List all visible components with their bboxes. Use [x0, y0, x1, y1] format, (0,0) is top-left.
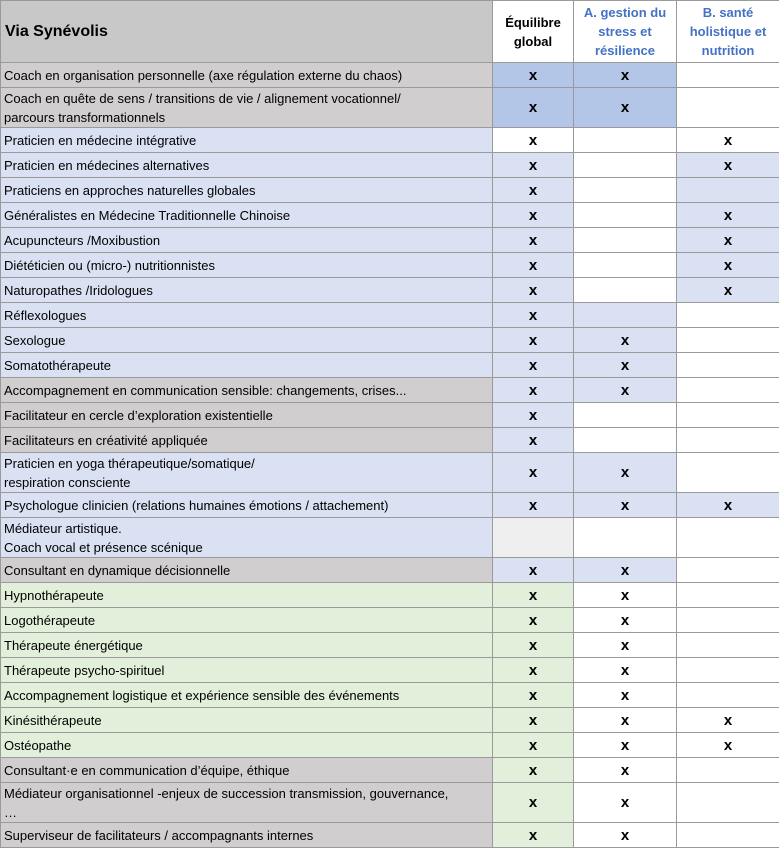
row-label: Psychologue clinicien (relations humaines émotions / attachement) [1, 493, 493, 518]
mark-global: x [493, 228, 574, 253]
mark-b [677, 558, 779, 583]
row-label: Logothérapeute [1, 608, 493, 633]
mark-b: x [677, 253, 779, 278]
table-row [1, 758, 779, 783]
column-header-a: A. gestion du stress et résilience [574, 1, 677, 63]
mark-b [677, 178, 779, 203]
mark-global: x [493, 178, 574, 203]
mark-a: x [574, 558, 677, 583]
mark-a: x [574, 493, 677, 518]
mark-global: x [493, 278, 574, 303]
mark-global: x [493, 63, 574, 88]
row-label: Diététicien ou (micro-) nutritionnistes [1, 253, 493, 278]
table-row [1, 683, 779, 708]
row-label: Praticien en yoga thérapeutique/somatique/ respiration consciente [1, 453, 493, 493]
table-title: Via Synévolis [1, 1, 493, 63]
table-row [1, 823, 779, 848]
mark-b [677, 518, 779, 558]
table-row [1, 253, 779, 278]
table-row [1, 63, 779, 88]
mark-b [677, 453, 779, 493]
mark-global [493, 518, 574, 558]
row-label: Généralistes en Médecine Traditionnelle Chinoise [1, 203, 493, 228]
mark-a [574, 403, 677, 428]
header-row [1, 1, 779, 63]
table-row [1, 378, 779, 403]
mark-b [677, 88, 779, 128]
table-row [1, 153, 779, 178]
mark-global: x [493, 453, 574, 493]
mark-b: x [677, 493, 779, 518]
mark-a: x [574, 783, 677, 823]
row-label: Coach en quête de sens / transitions de vie / alignement vocationnel/ parcours transformationnels [1, 88, 493, 128]
mark-b [677, 328, 779, 353]
mark-global: x [493, 758, 574, 783]
mark-a [574, 153, 677, 178]
mark-b [677, 378, 779, 403]
mark-a: x [574, 733, 677, 758]
row-label: Kinésithérapeute [1, 708, 493, 733]
table-row [1, 493, 779, 518]
table-row [1, 708, 779, 733]
mark-global: x [493, 253, 574, 278]
table-row [1, 658, 779, 683]
mark-a [574, 203, 677, 228]
mark-global: x [493, 683, 574, 708]
mark-b [677, 428, 779, 453]
row-label: Praticien en médecines alternatives [1, 153, 493, 178]
mark-global: x [493, 88, 574, 128]
table-row [1, 518, 779, 558]
table-row [1, 328, 779, 353]
table-row [1, 428, 779, 453]
mark-global: x [493, 733, 574, 758]
mark-global: x [493, 658, 574, 683]
row-label: Praticien en médecine intégrative [1, 128, 493, 153]
mark-a: x [574, 823, 677, 848]
mark-global: x [493, 823, 574, 848]
table-row [1, 403, 779, 428]
mark-b [677, 758, 779, 783]
mark-b [677, 303, 779, 328]
mark-global: x [493, 558, 574, 583]
mark-global: x [493, 303, 574, 328]
mark-global: x [493, 378, 574, 403]
row-label: Ostéopathe [1, 733, 493, 758]
mark-a: x [574, 353, 677, 378]
row-label: Coach en organisation personnelle (axe régulation externe du chaos) [1, 63, 493, 88]
mark-b [677, 783, 779, 823]
mark-global: x [493, 783, 574, 823]
mark-b [677, 608, 779, 633]
row-label: Sexologue [1, 328, 493, 353]
mark-global: x [493, 708, 574, 733]
row-label: Acupuncteurs /Moxibustion [1, 228, 493, 253]
mark-b [677, 683, 779, 708]
mark-global: x [493, 128, 574, 153]
mark-a [574, 228, 677, 253]
mark-global: x [493, 608, 574, 633]
mark-b [677, 823, 779, 848]
column-header-global: Équilibre global [493, 1, 574, 63]
table-row [1, 453, 779, 493]
mark-global: x [493, 633, 574, 658]
mark-a: x [574, 583, 677, 608]
row-label: Thérapeute psycho-spirituel [1, 658, 493, 683]
row-label: Naturopathes /Iridologues [1, 278, 493, 303]
mark-b: x [677, 708, 779, 733]
mark-a: x [574, 658, 677, 683]
row-label: Thérapeute énergétique [1, 633, 493, 658]
mark-a: x [574, 453, 677, 493]
row-label: Réflexologues [1, 303, 493, 328]
mark-b: x [677, 203, 779, 228]
mark-global: x [493, 428, 574, 453]
mark-a: x [574, 88, 677, 128]
mark-b [677, 353, 779, 378]
mark-a [574, 303, 677, 328]
table-row [1, 783, 779, 823]
mark-a: x [574, 608, 677, 633]
table-row [1, 228, 779, 253]
table-row [1, 353, 779, 378]
row-label: Consultant·e en communication d’équipe, éthique [1, 758, 493, 783]
row-label: Hypnothérapeute [1, 583, 493, 608]
mark-a [574, 278, 677, 303]
mark-global: x [493, 203, 574, 228]
mark-a: x [574, 63, 677, 88]
mark-b: x [677, 153, 779, 178]
table-body [1, 63, 779, 848]
mark-b [677, 633, 779, 658]
row-label: Accompagnement en communication sensible: changements, crises... [1, 378, 493, 403]
mark-b [677, 658, 779, 683]
mark-b [677, 583, 779, 608]
mark-global: x [493, 353, 574, 378]
table-row [1, 608, 779, 633]
table-row [1, 278, 779, 303]
mark-b: x [677, 228, 779, 253]
row-label: Consultant en dynamique décisionnelle [1, 558, 493, 583]
mark-a [574, 428, 677, 453]
row-label: Facilitateur en cercle d’exploration existentielle [1, 403, 493, 428]
column-header-b: B. santé holistique et nutrition [677, 1, 779, 63]
row-label: Médiateur artistique. Coach vocal et présence scénique [1, 518, 493, 558]
table-row [1, 203, 779, 228]
mark-b [677, 63, 779, 88]
row-label: Accompagnement logistique et expérience sensible des événements [1, 683, 493, 708]
mark-b: x [677, 733, 779, 758]
row-label: Superviseur de facilitateurs / accompagnants internes [1, 823, 493, 848]
mark-a [574, 178, 677, 203]
row-label: Somatothérapeute [1, 353, 493, 378]
mark-global: x [493, 493, 574, 518]
mark-b [677, 403, 779, 428]
mark-a: x [574, 683, 677, 708]
row-label: Médiateur organisationnel -enjeux de succession transmission, gouvernance, … [1, 783, 493, 823]
mark-global: x [493, 403, 574, 428]
mark-global: x [493, 583, 574, 608]
mark-a [574, 518, 677, 558]
table-row [1, 88, 779, 128]
mark-a [574, 128, 677, 153]
mark-b: x [677, 128, 779, 153]
table-row [1, 303, 779, 328]
mark-a: x [574, 328, 677, 353]
row-label: Praticiens en approches naturelles globales [1, 178, 493, 203]
mark-b: x [677, 278, 779, 303]
table-row [1, 733, 779, 758]
mark-a [574, 253, 677, 278]
table-row [1, 558, 779, 583]
mark-global: x [493, 328, 574, 353]
mark-a: x [574, 378, 677, 403]
table-row [1, 128, 779, 153]
mark-a: x [574, 708, 677, 733]
mark-global: x [493, 153, 574, 178]
mark-a: x [574, 758, 677, 783]
table-row [1, 178, 779, 203]
mark-a: x [574, 633, 677, 658]
table-row [1, 633, 779, 658]
row-label: Facilitateurs en créativité appliquée [1, 428, 493, 453]
table-row [1, 583, 779, 608]
